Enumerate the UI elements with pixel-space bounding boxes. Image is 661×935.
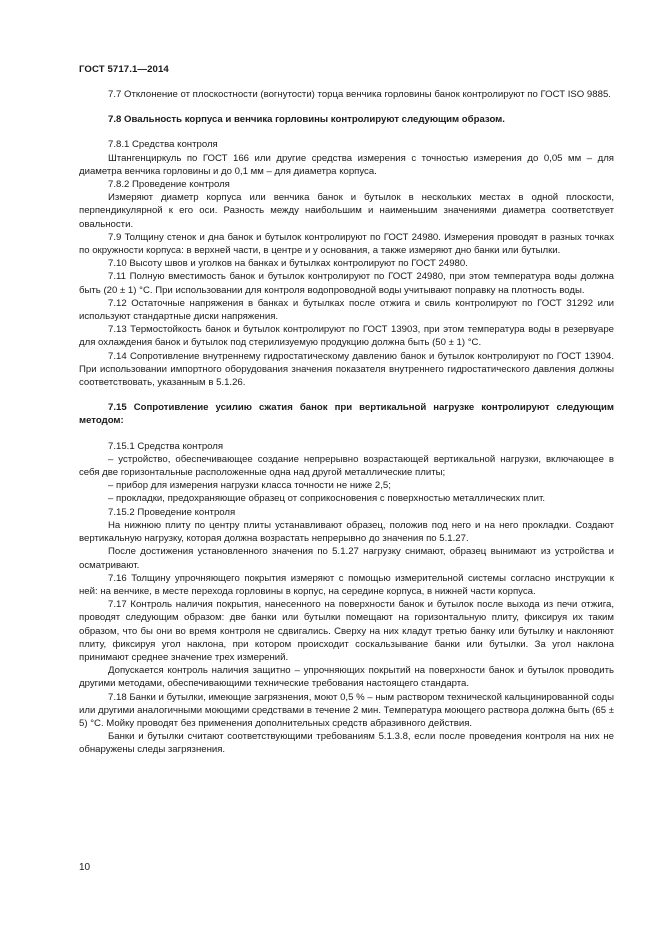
paragraph: Измеряют диаметр корпуса или венчика банок и бутылок в нескольких местах в одной плоскости, перпендикулярной к его оси. Разность между наибольшим и наименьшим значениями диаметра соответствует овальности. bbox=[79, 192, 614, 230]
paragraph: 7.11 Полную вместимость банок и бутылок контролируют по ГОСТ 24980, при этом температура воды должна быть (20 ± 1) °С. При использовании для контроля водопроводной воды учитывают поправку на плотность воды. bbox=[79, 271, 614, 296]
section-heading: 7.15 Сопротивление усилию сжатия банок при вертикальной нагрузке контролируют следующим методом: bbox=[79, 402, 614, 427]
page-number: 10 bbox=[79, 862, 91, 873]
paragraph: Штангенциркуль по ГОСТ 166 или другие средства измерения с точностью измерения до 0,05 мм – для диаметра венчика горловины и до 0,1 мм – для диаметра корпуса. bbox=[79, 152, 614, 177]
paragraph: 7.15.1 Средства контроля bbox=[108, 440, 224, 452]
paragraph: 7.17 Контроль наличия покрытия, нанесенного на поверхности банок и бутылок после выхода из печи отжига, проводят следующим образом: две банки или бутылки помещают на горизонтальную плиту, фиксируя их таким образом, что бы они во время контроля не сдвигались. Сверху на них кладут третью банку или бутылку и наклоняют плиту, фиксируя угол наклона, при котором происходит соскальзывание банки или бутылки. За угол наклона принимают среднее значение трех измерений. bbox=[79, 599, 614, 663]
paragraph: 7.7 Отклонение от плоскостности (вогнутости) торца венчика горловины банок контролируют по ГОСТ ISO 9885. bbox=[108, 89, 611, 100]
paragraph: – прокладки, предохраняющие образец от соприкосновения с поверхностью металлических плит. bbox=[108, 493, 546, 505]
paragraph: 7.18 Банки и бутылки, имеющие загрязнения, моют 0,5 % – ным раствором технической кальцинированной соды или другими аналогичными моющими средствами в течение 2 мин. Температура моющего раствора должна быть (65 ± 5) °С. Мойку проводят без применения дополнительных средств абразивного действия. bbox=[79, 691, 614, 729]
paragraph: 7.16 Толщину упрочняющего покрытия измеряют с помощью измерительной системы согласно инструкции к ней: на венчике, в месте перехода горловины в корпус, на середине корпуса, в нижней части корпуса. bbox=[79, 572, 614, 597]
paragraph: 7.10 Высоту швов и уголков на банках и бутылках контролируют по ГОСТ 24980. bbox=[108, 258, 468, 270]
paragraph: 7.9 Толщину стенок и дна банок и бутылок контролируют по ГОСТ 24980. Измерения проводят в разных точках по окружности корпуса: в верхней части, в центре и у основания, а также измеряют дно банки или бутылки. bbox=[79, 231, 614, 257]
paragraph: – прибор для измерения нагрузки класса точности не ниже 2,5; bbox=[108, 480, 391, 492]
section-heading: 7.8 Овальность корпуса и венчика горловины контролируют следующим образом. bbox=[108, 114, 505, 126]
paragraph: Банки и бутылки считают соответствующими требованиям 5.1.3.8, если после проведения контроля на них не обнаружены следы загрязнения. bbox=[79, 731, 614, 756]
paragraph: 7.12 Остаточные напряжения в банках и бутылках после отжига и свиль контролируют по ГОСТ 31292 или используют стандартные диски напряжения. bbox=[79, 297, 614, 323]
document-body bbox=[79, 88, 614, 757]
paragraph: – устройство, обеспечивающее создание непрерывно возрастающей вертикальной нагрузки, включающее в себя две горизонтальные расположенные одна над другой металлические плиты; bbox=[79, 453, 614, 479]
paragraph: Допускается контроль наличия защитно – упрочняющих покрытий на поверхности банок и бутылок проводить другими методами, обеспечивающими технические требования настоящего стандарта. bbox=[79, 665, 614, 690]
paragraph: 7.14 Сопротивление внутреннему гидростатическому давлению банок и бутылок контролируют по ГОСТ 13904. При использовании импортного оборудования значения показателя внутреннего гидростатического давления должны соответствовать, указанным в 5.1.26. bbox=[79, 350, 614, 389]
paragraph: 7.8.1 Средства контроля bbox=[108, 139, 218, 151]
paragraph: После достижения установленного значения по 5.1.27 нагрузку снимают, образец вынимают из устройства и осматривают. bbox=[79, 546, 614, 571]
paragraph: 7.13 Термостойкость банок и бутылок контролируют по ГОСТ 13903, при этом температура воды в резервуаре для охлаждения банок и бутылок под стерилизуемую продукцию должна быть (50 ± 1) °С. bbox=[79, 324, 614, 349]
paragraph: 7.15.2 Проведение контроля bbox=[108, 506, 236, 518]
paragraph: На нижнюю плиту по центру плиты устанавливают образец, положив под него и на него прокладки. Создают вертикальную нагрузку, которая должна возрастать непрерывно до значения по 5.1.27. bbox=[79, 519, 614, 545]
paragraph: 7.8.2 Проведение контроля bbox=[108, 179, 230, 191]
document-header: ГОСТ 5717.1—2014 bbox=[79, 64, 169, 75]
